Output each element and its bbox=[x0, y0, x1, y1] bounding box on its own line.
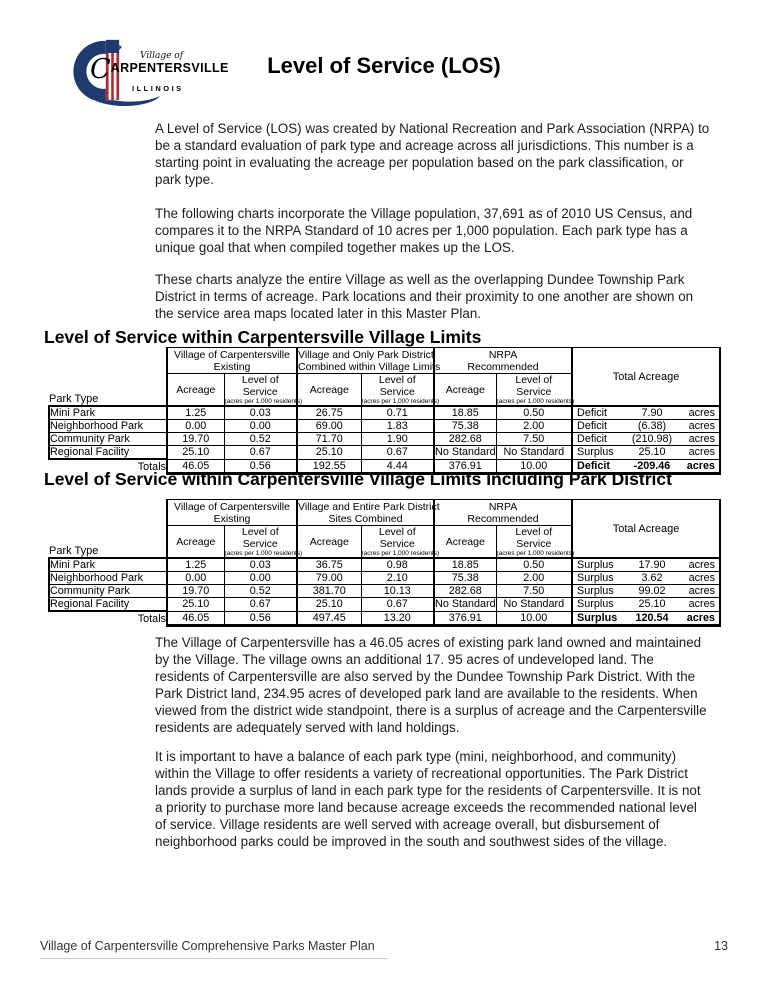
table-row bbox=[49, 433, 720, 446]
park-type-header: Park Type bbox=[49, 545, 99, 557]
footer-divider bbox=[40, 958, 388, 959]
acreage-cell: 381.70 bbox=[297, 585, 361, 598]
los-cell: 0.03 bbox=[224, 558, 297, 572]
park-type-header: Park Type bbox=[49, 393, 99, 405]
total-acreage-cell: Deficit (210.98) acres bbox=[572, 433, 720, 446]
acreage-header: Acreage bbox=[434, 526, 496, 559]
table-row bbox=[49, 446, 720, 460]
footer-page-number: 13 bbox=[714, 939, 728, 953]
totals-label: Totals bbox=[137, 612, 166, 625]
los-cell: 0.00 bbox=[224, 420, 297, 433]
logo-village-of-text: Village of bbox=[140, 51, 184, 61]
los-header: Level of Service (acres per 1,000 residents) bbox=[361, 374, 440, 405]
logo-state-text: ILLINOIS bbox=[132, 84, 184, 93]
los-cell: 0.67 bbox=[361, 446, 434, 460]
table-row bbox=[49, 420, 720, 433]
acreage-cell: 1.25 bbox=[167, 558, 224, 572]
table-row bbox=[49, 598, 720, 612]
los-cell: 2.10 bbox=[361, 572, 434, 585]
los-total-cell: 13.20 bbox=[361, 611, 434, 625]
page-title: Level of Service (LOS) bbox=[267, 53, 501, 78]
body-paragraph: The Village of Carpentersville has a 46.05 acres of existing park land owned and maintained by the Village. The village owns an additional 17. 95 acres of undeveloped land. The residents of Carpentersville are also served by the Dundee Township Park District. With the Park District land, 234.95 acres of developed park land are available to the residents. When viewed from the district wide standpoint, there is a surplus of acreage and the Carpentersville residents are adequately served with land holdings. bbox=[155, 635, 707, 735]
logo-name-text: CARPENTERSVILLE bbox=[90, 54, 229, 85]
body-paragraph: The following charts incorporate the Village population, 37,691 as of 2010 US Census, and compares it to the NRPA Standard of 10 acres per 1,000 population. Each park type has a unique goal that when compiled together makes up the LOS. bbox=[155, 206, 693, 255]
group-header-village-existing: Village of Carpentersville Existing bbox=[167, 500, 297, 526]
park-type-cell: Regional Facility bbox=[49, 598, 167, 612]
acreage-cell: 75.38 bbox=[434, 420, 496, 433]
park-type-cell: Mini Park bbox=[49, 406, 167, 420]
los-cell: 0.67 bbox=[224, 446, 297, 460]
los-total-cell: 0.56 bbox=[224, 459, 297, 473]
body-paragraph: A Level of Service (LOS) was created by National Recreation and Park Association (NRPA) to be a standard evaluation of park type and acreage across all jurisdictions. This number is a starting point in evaluating the acreage per population based on the park classification, or park type. bbox=[155, 121, 710, 187]
acreage-cell: 79.00 bbox=[297, 572, 361, 585]
los-header: Level of Service (acres per 1,000 residents) bbox=[361, 526, 440, 557]
total-acreage-cell: Surplus 17.90 acres bbox=[572, 558, 720, 572]
total-acreage-header: Total Acreage bbox=[572, 500, 720, 559]
group-header-combined: Village and Only Park District Combined within Village Limits bbox=[298, 348, 441, 373]
total-acreage-cell: Deficit 7.90 acres bbox=[572, 406, 720, 420]
table-totals-row bbox=[49, 611, 720, 625]
park-type-cell: Mini Park bbox=[49, 558, 167, 572]
section-heading-village-limits: Level of Service within Carpentersville Village Limits bbox=[44, 327, 482, 347]
los-cell: 0.67 bbox=[361, 598, 434, 612]
los-cell: 7.50 bbox=[496, 433, 572, 446]
acreage-total-cell: 46.05 bbox=[167, 611, 224, 625]
los-header: Level of Service (acres per 1,000 residents) bbox=[224, 526, 303, 557]
group-header-combined: Village and Entire Park District Sites Combined bbox=[298, 500, 440, 525]
total-acreage-total-cell: Surplus 120.54 acres bbox=[572, 611, 720, 625]
los-total-cell: 4.44 bbox=[361, 459, 434, 473]
acreage-header: Acreage bbox=[297, 374, 361, 407]
los-cell: 0.52 bbox=[224, 433, 297, 446]
acreage-cell: 0.00 bbox=[167, 572, 224, 585]
acreage-cell: 36.75 bbox=[297, 558, 361, 572]
acreage-header: Acreage bbox=[434, 374, 496, 407]
acreage-cell: 282.68 bbox=[434, 585, 496, 598]
park-type-cell: Community Park bbox=[49, 433, 167, 446]
los-cell: 7.50 bbox=[496, 585, 572, 598]
park-type-cell: Community Park bbox=[49, 585, 167, 598]
park-type-cell: Regional Facility bbox=[49, 446, 167, 460]
los-total-cell: 0.56 bbox=[224, 611, 297, 625]
los-cell: 0.50 bbox=[496, 406, 572, 420]
acreage-total-cell: 46.05 bbox=[167, 459, 224, 473]
table-header-row bbox=[49, 500, 720, 526]
group-header-nrpa: NRPA Recommended bbox=[434, 500, 572, 526]
los-cell: No Standard bbox=[496, 598, 572, 612]
los-cell: 1.83 bbox=[361, 420, 434, 433]
acreage-cell: 1.25 bbox=[167, 406, 224, 420]
group-header-village-existing: Village of Carpentersville Existing bbox=[167, 348, 297, 374]
total-acreage-cell: Surplus 25.10 acres bbox=[572, 446, 720, 460]
totals-label: Totals bbox=[137, 460, 166, 473]
los-total-cell: 10.00 bbox=[496, 611, 572, 625]
table-row bbox=[49, 558, 720, 572]
total-acreage-cell: Surplus 3.62 acres bbox=[572, 572, 720, 585]
los-cell: 0.98 bbox=[361, 558, 434, 572]
los-cell: 10.13 bbox=[361, 585, 434, 598]
group-header-nrpa: NRPA Recommended bbox=[434, 348, 572, 374]
footer-document-title: Village of Carpentersville Comprehensive Parks Master Plan bbox=[40, 939, 375, 953]
los-cell: No Standard bbox=[496, 446, 572, 460]
los-header: Level of Service (acres per 1,000 residents) bbox=[496, 374, 575, 405]
acreage-total-cell: 192.55 bbox=[297, 459, 361, 473]
acreage-cell: 71.70 bbox=[297, 433, 361, 446]
park-type-cell: Neighborhood Park bbox=[49, 420, 167, 433]
acreage-cell: No Standard bbox=[435, 446, 496, 459]
los-total-cell: 10.00 bbox=[496, 459, 572, 473]
acreage-cell: 0.00 bbox=[167, 420, 224, 433]
table-header-row bbox=[49, 348, 720, 374]
table-row bbox=[49, 406, 720, 420]
total-acreage-header: Total Acreage bbox=[572, 348, 720, 407]
los-cell: 0.00 bbox=[224, 572, 297, 585]
acreage-cell: 25.10 bbox=[297, 446, 361, 460]
acreage-total-cell: 376.91 bbox=[434, 611, 496, 625]
los-cell: 0.71 bbox=[361, 406, 434, 420]
los-cell: 2.00 bbox=[496, 572, 572, 585]
body-paragraph: It is important to have a balance of each park type (mini, neighborhood, and community) within the Village to offer residents a variety of recreational opportunities. The Park District lands provide a surplus of land in each park type for the residents of Carpentersville. It is not a priority to purchase more land because acreage exceeds the recommended national level of service. Village residents are well served with acreage overall, but disbursement of neighborhood parks could be improved in the south and southwest sides of the village. bbox=[155, 749, 701, 849]
los-cell: 2.00 bbox=[496, 420, 572, 433]
acreage-header: Acreage bbox=[167, 526, 224, 559]
acreage-cell: 18.85 bbox=[434, 558, 496, 572]
los-cell: 0.03 bbox=[224, 406, 297, 420]
los-cell: 0.52 bbox=[224, 585, 297, 598]
page-footer bbox=[40, 939, 728, 953]
acreage-cell: 75.38 bbox=[434, 572, 496, 585]
total-acreage-cell: Surplus 25.10 acres bbox=[572, 598, 720, 612]
park-type-cell: Neighborhood Park bbox=[49, 572, 167, 585]
total-acreage-cell: Deficit (6.38) acres bbox=[572, 420, 720, 433]
total-acreage-total-cell: Deficit -209.46 acres bbox=[572, 459, 720, 473]
body-paragraph: These charts analyze the entire Village as well as the overlapping Dundee Township Park District in terms of acreage. Park locations and their proximity to one another are shown on the service area maps located later in this Master Plan. bbox=[155, 272, 694, 321]
los-cell: 0.67 bbox=[224, 598, 297, 612]
acreage-cell: 19.70 bbox=[167, 433, 224, 446]
section-heading-including-park-district: Level of Service within Carpentersville Village Limits Including Park District bbox=[44, 469, 672, 489]
los-table-including-park-district bbox=[48, 499, 721, 627]
table-row bbox=[49, 572, 720, 585]
acreage-cell: 19.70 bbox=[167, 585, 224, 598]
los-header: Level of Service (acres per 1,000 residents) bbox=[224, 374, 303, 405]
acreage-cell: 25.10 bbox=[297, 598, 361, 612]
acreage-total-cell: 376.91 bbox=[434, 459, 496, 473]
acreage-cell: 282.68 bbox=[434, 433, 496, 446]
acreage-cell: 69.00 bbox=[297, 420, 361, 433]
total-acreage-cell: Surplus 99.02 acres bbox=[572, 585, 720, 598]
table-row bbox=[49, 585, 720, 598]
acreage-header: Acreage bbox=[297, 526, 361, 559]
acreage-cell: 25.10 bbox=[167, 598, 224, 612]
acreage-cell: No Standard bbox=[435, 598, 496, 611]
acreage-cell: 18.85 bbox=[434, 406, 496, 420]
acreage-cell: 26.75 bbox=[297, 406, 361, 420]
acreage-header: Acreage bbox=[167, 374, 224, 407]
los-table-village-limits bbox=[48, 347, 721, 475]
los-cell: 0.50 bbox=[496, 558, 572, 572]
los-header: Level of Service (acres per 1,000 residents) bbox=[496, 526, 575, 557]
acreage-total-cell: 497.45 bbox=[297, 611, 361, 625]
los-cell: 1.90 bbox=[361, 433, 434, 446]
acreage-cell: 25.10 bbox=[167, 446, 224, 460]
